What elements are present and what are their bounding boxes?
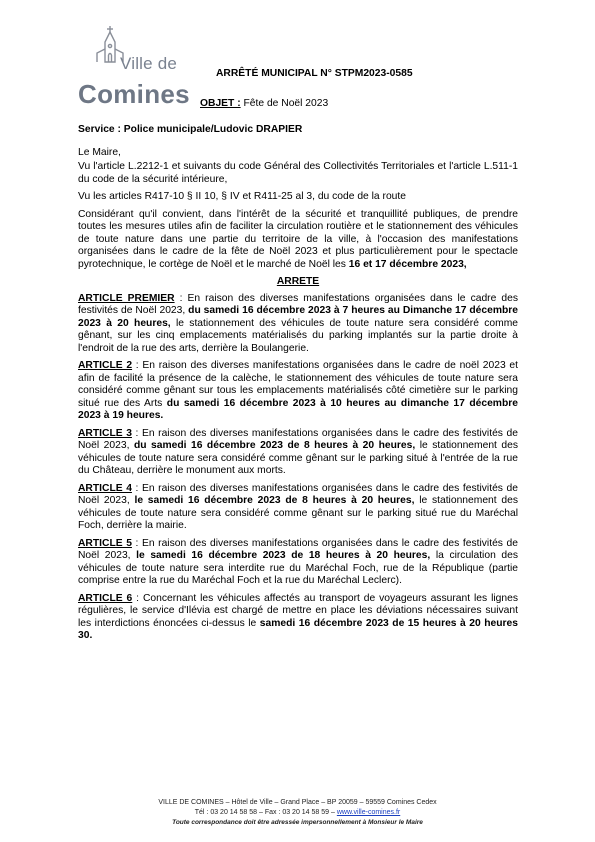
document-title: ARRÊTÉ MUNICIPAL N° STPM2023-0585 — [216, 68, 413, 79]
article-label: ARTICLE 2 — [78, 360, 133, 371]
article-dates: samedi 16 décembre 2023 de 15 heures à 20 heures 30. — [78, 617, 518, 641]
arrete-heading: ARRETE — [276, 276, 320, 287]
footer-address: VILLE DE COMINES – Hôtel de Ville – Grand Place – BP 20059 – 59559 Comines Cedex — [158, 799, 437, 806]
article-2 — [78, 360, 518, 423]
article-text: : En raison des diverses manifestations organisées dans le cadre des festivités de Noël 2023, — [78, 292, 518, 316]
article-dates: du samedi 16 décembre 2023 à 7 heures au Dimanche 17 décembre 2023 à 20 heures, — [78, 305, 518, 329]
vu-paragraph-1: Vu l'article L.2212-1 et suivants du code Général des Collectivités Territoriales et l'article L.511-1 du code de la sécurité intérieure, — [78, 161, 518, 185]
article-text-end: le stationnement des véhicules de toute nature sera considéré comme gênant sur le parking situé à l'entrée de la rue du Château, derrière le monument aux morts. — [78, 440, 519, 476]
article-dates: du samedi 16 décembre 2023 de 8 heures à 20 heures, — [133, 440, 416, 451]
article-3 — [78, 428, 518, 478]
footer-contact — [0, 809, 595, 816]
city-logo — [78, 25, 196, 109]
article-6 — [78, 593, 518, 643]
considerant-dates: 16 et 17 décembre 2023, — [348, 258, 467, 270]
article-text: : En raison des diverses manifestations organisées dans le cadre des festivités de Noël 2023, — [78, 537, 518, 561]
article-text-end: la circulation des véhicules de toute nature sera interdite rue du Maréchal Foch, rue de la République (partie comprise entre la rue du Maréchal Foch et la rue du Maréchal Leclerc). — [78, 550, 518, 586]
footer-note: Toute correspondance doit être adressée impersonnellement à Monsieur le Maire — [172, 819, 423, 826]
article-text: : En raison des diverses manifestations organisées dans le cadre des festivités de Noël 2023, — [78, 427, 518, 451]
article-label: ARTICLE 5 — [78, 537, 132, 549]
article-1 — [78, 293, 518, 356]
article-dates: du samedi 16 décembre 2023 à 10 heures au dimanche 17 décembre 2023 à 19 heures. — [78, 397, 518, 421]
logo-comines: Comines — [78, 79, 190, 109]
article-dates: le samedi 16 décembre 2023 de 8 heures à 20 heures, — [134, 495, 415, 506]
website-link[interactable]: www.ville-comines.fr — [336, 809, 401, 816]
objet-label: OBJET : — [200, 98, 241, 109]
article-dates: le samedi 16 décembre 2023 de 18 heures à 20 heures, — [136, 550, 431, 561]
le-maire: Le Maire, — [78, 146, 121, 158]
article-text: : Concernant les véhicules affectés au transport de voyageurs assurant les lignes régulières, le service d'Iléviа est chargé de mettre en place les déviations nécessaires suivant les interdictions énoncées ci-dessus le — [78, 592, 518, 629]
document-body — [78, 124, 518, 648]
logo-ville: Ville de — [120, 54, 178, 73]
article-label: ARTICLE 3 — [78, 427, 132, 439]
article-text-end: le stationnement des véhicules de toute nature sera considéré comme gênant, sur les cinq emplacements matérialisés du parking implantés sur la partie droite à l'endroit de la rue des arts, derrière la Boulangerie. — [78, 317, 518, 354]
article-label: ARTICLE 4 — [78, 482, 132, 494]
article-4 — [78, 483, 518, 533]
considerant-text: Considérant qu'il convient, dans l'intérêt de la sécurité et tranquillité publiques, de prendre toutes les mesures utiles afin de faciliter la circulation routière et le stationnement des véhicules de toute nature dans une partie du territoire de la ville, à l'occasion des manifestations organisées dans le cadre de la fête de Noël 2023 et plus particulièrement pour le spectacle pyrotechnique, le cortège de Noël et le marché de Noël les — [78, 208, 518, 270]
service-line: Service : Police municipale/Ludovic DRAPIER — [78, 124, 303, 135]
article-5 — [78, 538, 518, 588]
considerant-paragraph — [78, 209, 518, 272]
article-text-end: le stationnement des véhicules de toute nature sera considéré comme gênant sur le parking situé rue du Maréchal Foch, derrière la mairie. — [78, 495, 519, 531]
objet-line — [200, 98, 328, 109]
article-label: ARTICLE PREMIER — [78, 292, 175, 304]
article-label: ARTICLE 6 — [78, 592, 133, 604]
footer-phone: Tél : 03 20 14 58 58 – Fax : 03 20 14 58 59 – — [194, 809, 337, 816]
article-text: : En raison des diverses manifestations organisées dans le cadre des festivités de Noël 2023, — [78, 482, 518, 506]
objet-text: Fête de Noël 2023 — [240, 98, 329, 109]
article-text: : En raison des diverses manifestations organisées dans le cadre de noël 2023 et afin de facilité la présence de la calèche, le stationnement des véhicules de toute nature sera considéré comme gênant sur tous les emplacements matérialisés côté cimetière sur le parking situé rue des Arts — [78, 360, 518, 409]
vu-paragraph-2: Vu les articles R417-10 § II 10, § IV et R411-25 al 3, du code de la route — [78, 191, 406, 202]
